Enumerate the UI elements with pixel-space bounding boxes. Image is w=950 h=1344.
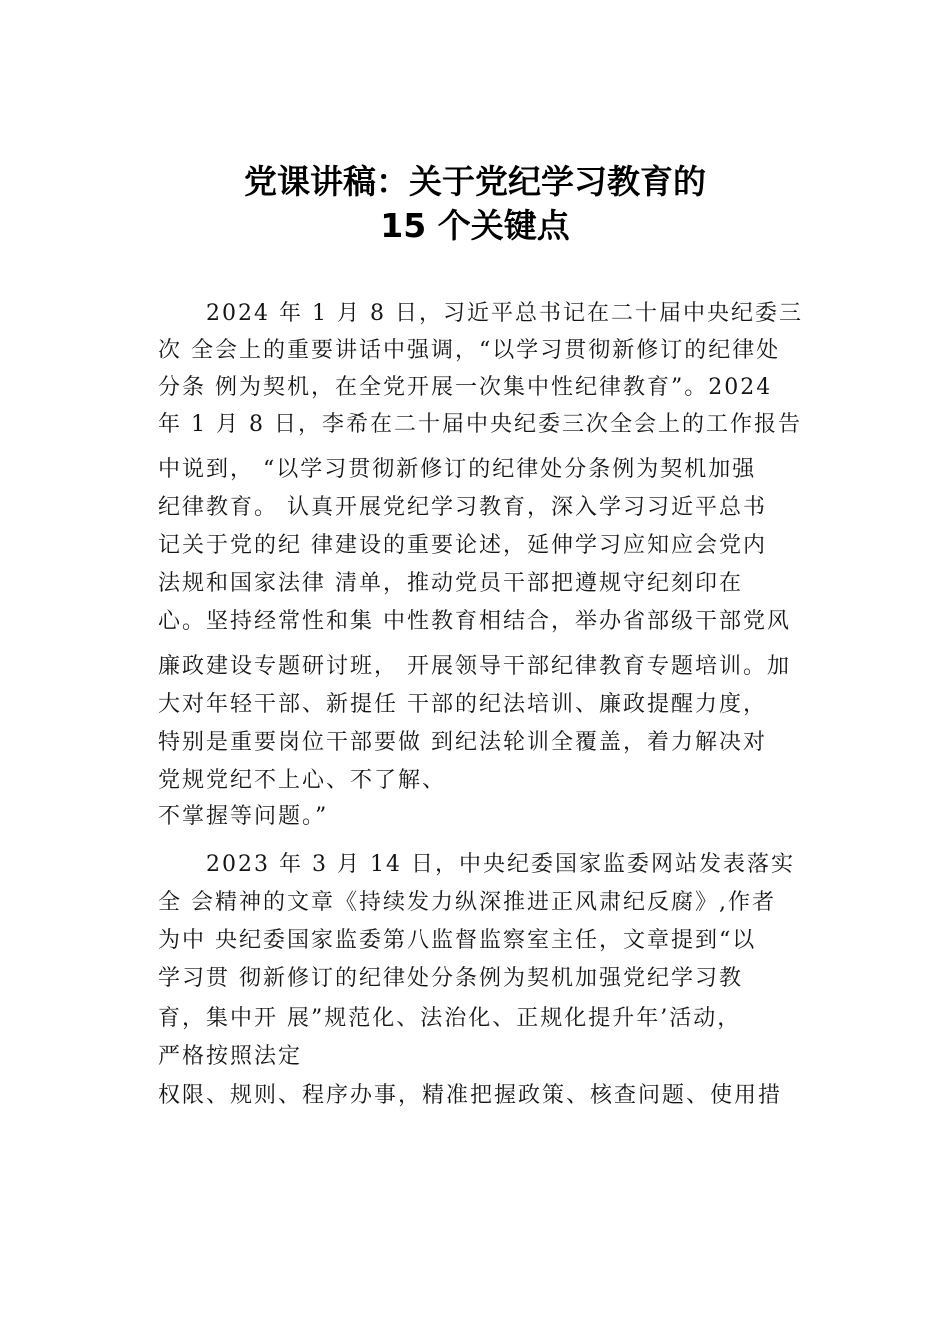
paragraph-1-line: 党规党纪不上心、不了解、 xyxy=(158,768,447,793)
paragraph-2-line: 全 会精神的文章《持续发力纵深推进正风肃纪反腐》,作者 xyxy=(158,890,776,915)
paragraph-1-line: 2024 年 1 月 8 日，习近平总书记在二十届中央纪委三 xyxy=(206,301,803,326)
paragraph-1-line: 年 1 月 8 日，李希在二十届中央纪委三次全会上的工作报告 xyxy=(158,412,802,437)
paragraph-2-line: 严格按照法定 xyxy=(158,1044,303,1069)
paragraph-1-line: 大对年轻干部、新提任 干部的纪法培训、廉政提醒力度， xyxy=(158,692,767,717)
paragraph-2-line: 学习贯 彻新修订的纪律处分条例为契机加强党纪学习教 xyxy=(158,966,743,991)
title-line-2: 15 个关键点 xyxy=(380,206,570,245)
paragraph-1-line: 次 全会上的重要讲话中强调，“以学习贯彻新修订的纪律处 xyxy=(158,338,781,363)
paragraph-1-line: 记关于党的纪 律建设的重要论述，延伸学习应知应会党内 xyxy=(158,533,767,558)
paragraph-1-line: 法规和国家法律 清单，推动党员干部把遵规守纪刻印在 xyxy=(158,571,743,596)
paragraph-1-line: 心。坚持经常性和集 中性教育相结合，举办省部级干部党风 xyxy=(158,609,791,634)
paragraph-1-line: 特别是重要岗位干部要做 到纪法轮训全覆盖，着力解决对 xyxy=(158,730,767,755)
paragraph-1-line: 中说到， “以学习贯彻新修订的纪律处分条例为契机加强 xyxy=(158,457,757,482)
paragraph-2-line: 育，集中开 展”规范化、法治化、正规化提升年’活动， xyxy=(158,1006,742,1031)
paragraph-1-line: 廉政建设专题研讨班， 开展领导干部纪律教育专题培训。加 xyxy=(158,654,791,679)
paragraph-2-line: 为中 央纪委国家监委第八监督监察室主任，文章提到“以 xyxy=(158,928,757,953)
paragraph-2-line: 权限、规则、程序办事，精准把握政策、核查问题、使用措 xyxy=(158,1083,783,1108)
paragraph-1-line: 分条 例为契机，在全党开展一次集中性纪律教育”。2024 xyxy=(158,375,773,400)
paragraph-2-line: 2023 年 3 月 14 日，中央纪委国家监委网站发表落实 xyxy=(206,852,795,877)
title-line-1: 党课讲稿：关于党纪学习教育的 xyxy=(244,162,706,201)
page-title xyxy=(0,160,950,248)
paragraph-1-line: 不掌握等问题。” xyxy=(158,804,329,829)
paragraph-1-line: 纪律教育。 认真开展党纪学习教育，深入学习习近平总书 xyxy=(158,495,767,520)
